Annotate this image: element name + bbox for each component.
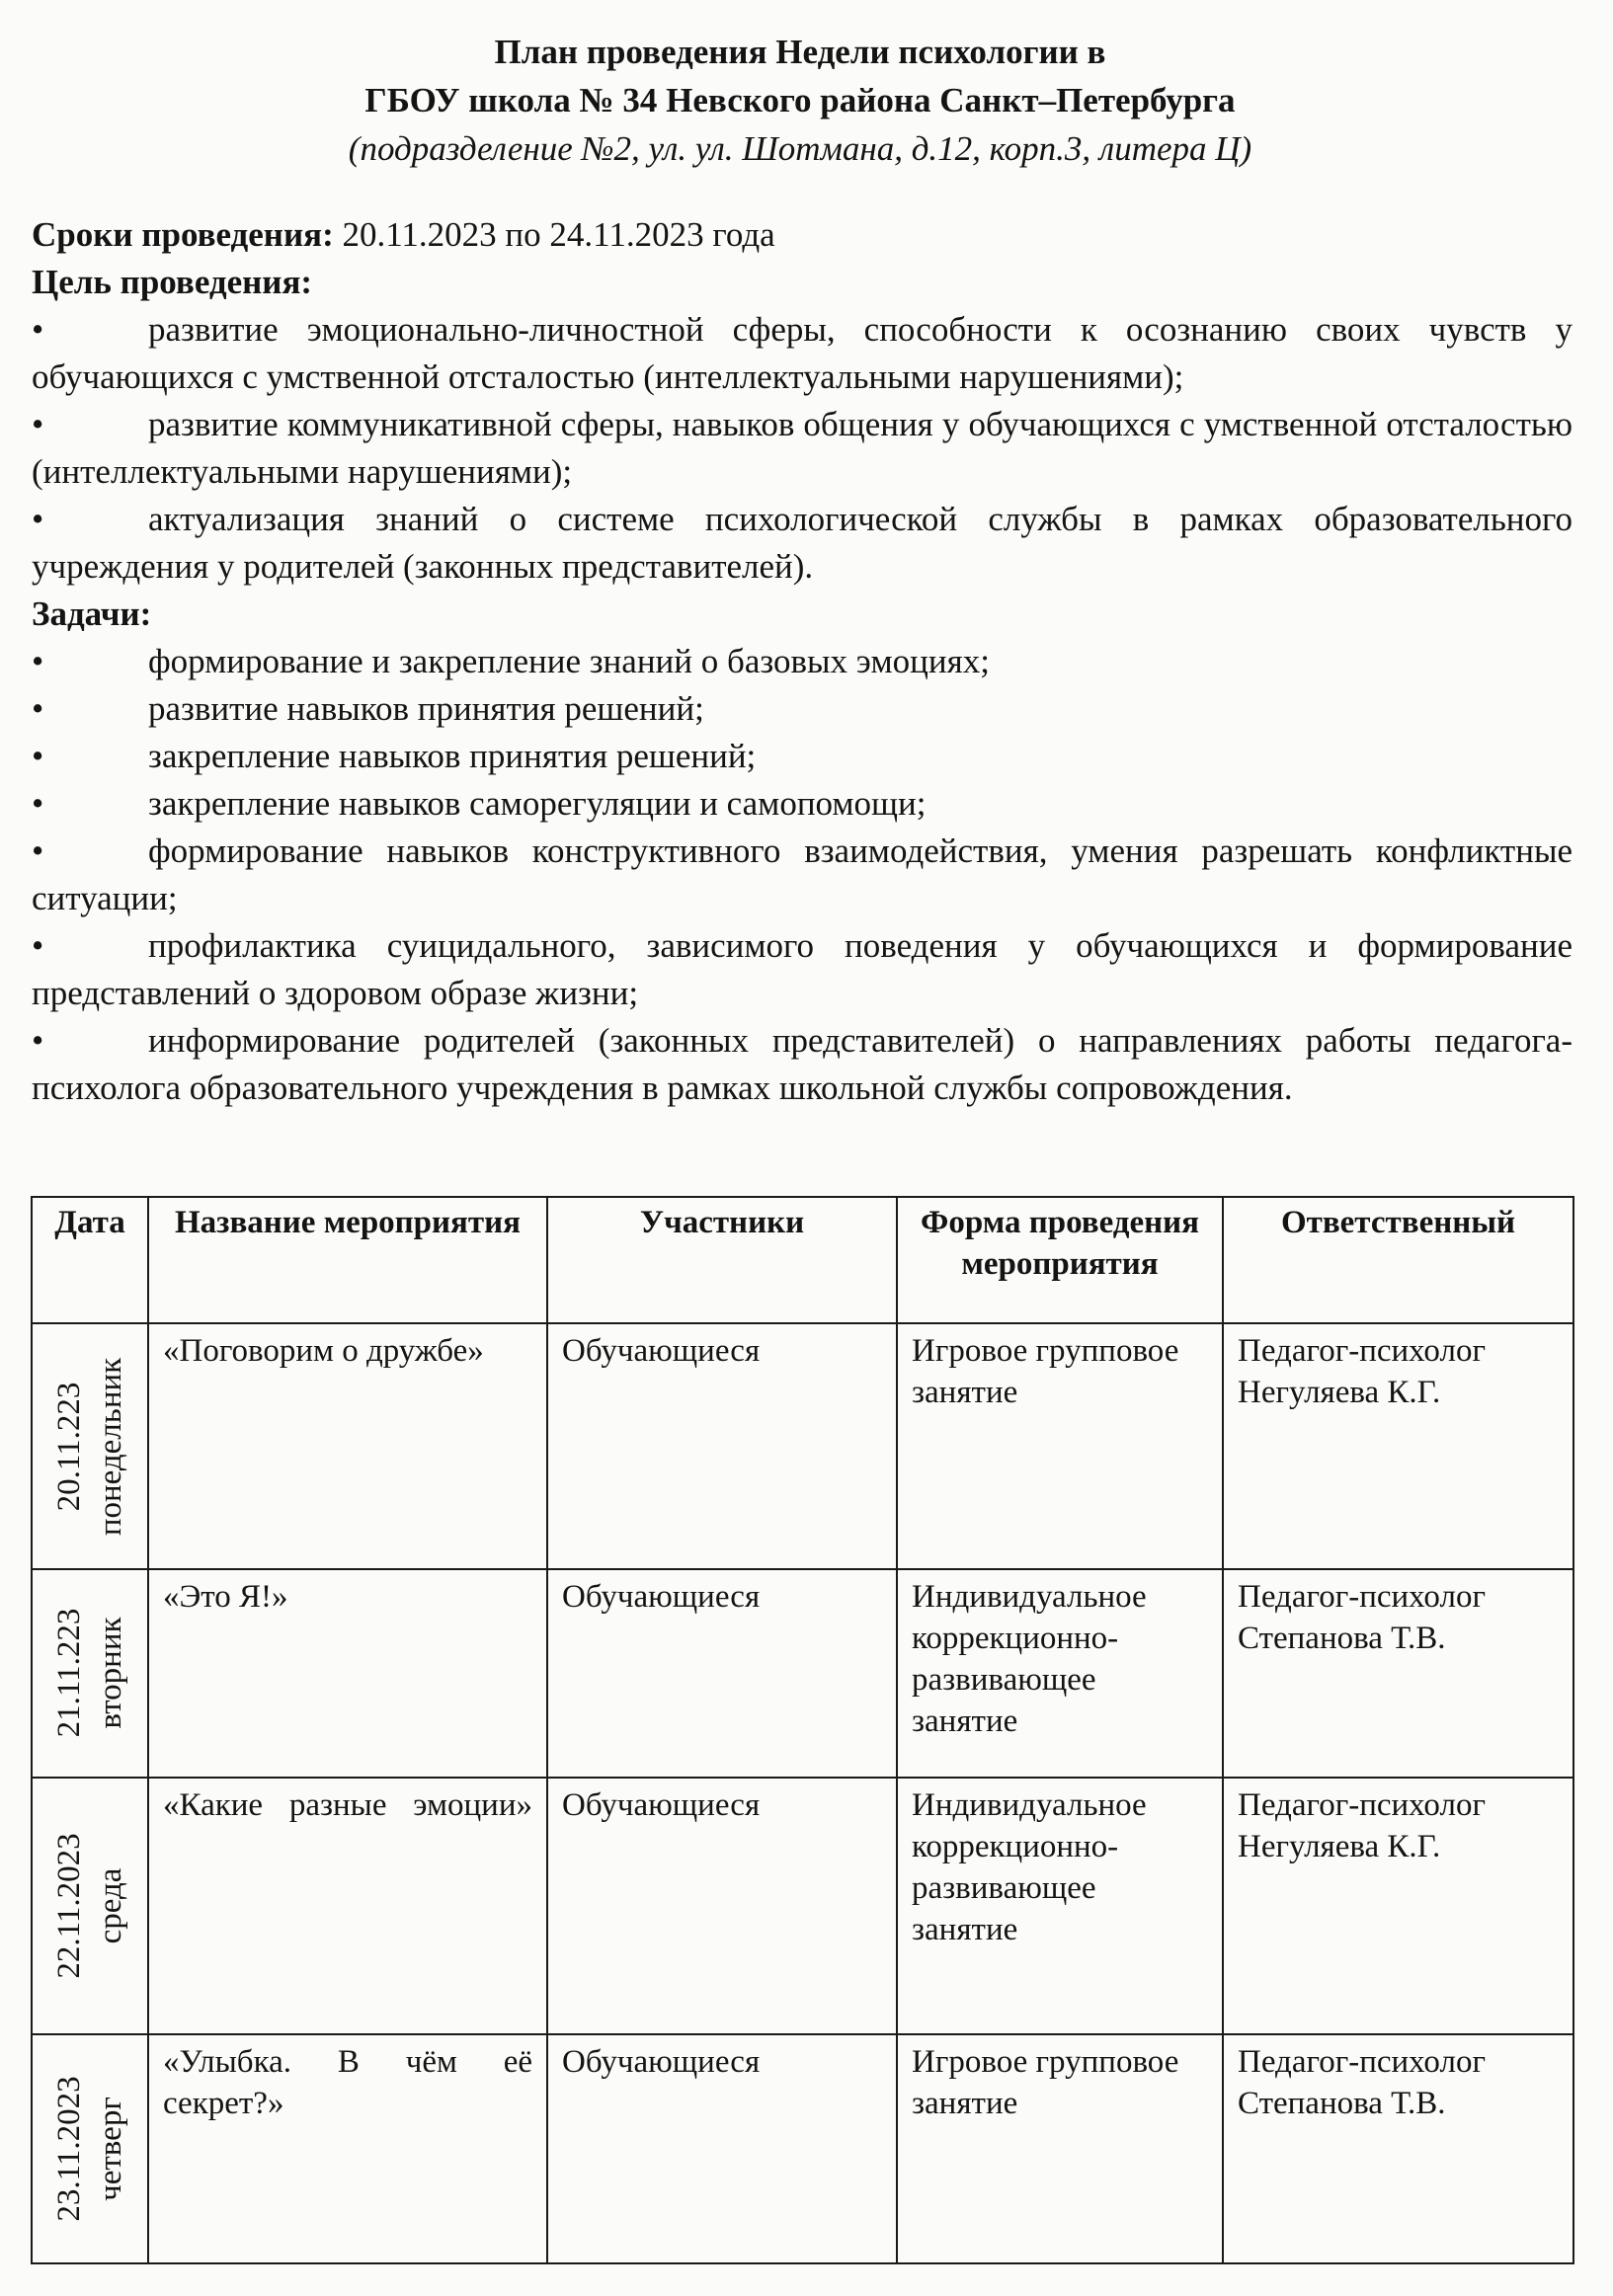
- task-item: [32, 780, 1573, 828]
- event-title: «Какие разные эмоции»: [148, 1778, 547, 2034]
- task-item-text: закрепление навыков принятия решений;: [148, 737, 757, 775]
- event-title: «Улыбка. В чём её секрет?»: [148, 2034, 547, 2263]
- date-label: [48, 2076, 131, 2221]
- bullet-icon: •: [32, 1021, 44, 1060]
- weekday: понедельник: [93, 1357, 128, 1536]
- task-item: [32, 1017, 1573, 1112]
- column-header-date: Дата: [32, 1197, 148, 1323]
- date-cell: [32, 2034, 148, 2263]
- date-value: 21.11.223: [51, 1609, 87, 1738]
- responsible: Педагог-психолог Степанова Т.В.: [1223, 1569, 1573, 1777]
- bullet-icon: •: [32, 500, 44, 538]
- bullet-icon: •: [32, 737, 44, 775]
- event-form: Индивидуальное коррекционно-развивающее занятие: [897, 1569, 1223, 1777]
- date-cell: [32, 1569, 148, 1777]
- date-value: 20.11.223: [51, 1382, 87, 1512]
- event-form: Игровое групповое занятие: [897, 1323, 1223, 1569]
- goal-item-text: развитие коммуникативной сферы, навыков общения у обучающихся с умственной отсталостью (интеллектуальными нарушениями);: [32, 405, 1573, 491]
- title-line-1: План проведения Недели психологии в: [494, 33, 1106, 71]
- date-label: [48, 1609, 131, 1738]
- schedule-table: [31, 1196, 1574, 2264]
- bullet-icon: •: [32, 831, 44, 870]
- weekday: вторник: [93, 1617, 128, 1729]
- participants: Обучающиеся: [547, 1778, 897, 2034]
- task-item: [32, 685, 1573, 733]
- task-item-text: информирование родителей (законных представителей) о направлениях работы педагога-психолога образовательного учреждения в рамках школьной службы сопровождения.: [32, 1021, 1573, 1107]
- date-cell: [32, 1323, 148, 1569]
- participants: Обучающиеся: [547, 1323, 897, 1569]
- date-cell: [32, 1778, 148, 2034]
- title-address: (подразделение №2, ул. ул. Шотмана, д.12, корп.3, литера Ц): [348, 129, 1252, 168]
- task-item-text: развитие навыков принятия решений;: [148, 689, 704, 728]
- column-header-participants: Участники: [547, 1197, 897, 1323]
- column-header-responsible: Ответственный: [1223, 1197, 1573, 1323]
- event-form: Игровое групповое занятие: [897, 2034, 1223, 2263]
- task-item: [32, 922, 1573, 1017]
- column-header-form: Форма проведения мероприятия: [897, 1197, 1223, 1323]
- goal-item-text: развитие эмоционально-личностной сферы, способности к осознанию своих чувств у обучающихся с умственной отсталостью (интеллектуальными нарушениями);: [32, 310, 1573, 396]
- task-item-text: формирование и закрепление знаний о базовых эмоциях;: [148, 642, 990, 680]
- goal-item: [32, 306, 1573, 401]
- bullet-icon: •: [32, 689, 44, 728]
- date-value: 22.11.2023: [51, 1832, 87, 1979]
- table-row: [32, 1778, 1573, 2034]
- task-item: [32, 828, 1573, 922]
- responsible: Педагог-психолог Степанова Т.В.: [1223, 2034, 1573, 2263]
- table-header-row: [32, 1197, 1573, 1323]
- dates-value: 20.11.2023 по 24.11.2023 года: [333, 215, 775, 254]
- date-label: [48, 1833, 131, 1978]
- title-line-2: ГБОУ школа № 34 Невского района Санкт–Петербурга: [364, 81, 1236, 119]
- document-body: [32, 211, 1573, 1112]
- goal-item-text: актуализация знаний о системе психологической службы в рамках образовательного учреждения у родителей (законных представителей).: [32, 500, 1573, 586]
- participants: Обучающиеся: [547, 1569, 897, 1777]
- weekday: среда: [93, 1867, 128, 1944]
- dates-paragraph: [32, 211, 1573, 259]
- document-header: [30, 28, 1571, 173]
- event-title: «Это Я!»: [148, 1569, 547, 1777]
- task-item: [32, 733, 1573, 780]
- event-title: «Поговорим о дружбе»: [148, 1323, 547, 1569]
- column-header-title: Название мероприятия: [148, 1197, 547, 1323]
- goal-heading: Цель проведения:: [32, 263, 313, 301]
- task-item-text: закрепление навыков саморегуляции и самопомощи;: [148, 784, 927, 823]
- table-row: [32, 1323, 1573, 1569]
- goal-item: [32, 401, 1573, 496]
- bullet-icon: •: [32, 642, 44, 680]
- task-item: [32, 638, 1573, 685]
- date-value: 23.11.2023: [51, 2076, 87, 2222]
- event-form: Индивидуальное коррекционно-развивающее занятие: [897, 1778, 1223, 2034]
- weekday: четверг: [93, 2097, 128, 2201]
- bullet-icon: •: [32, 405, 44, 443]
- responsible: Педагог-психолог Негуляева К.Г.: [1223, 1323, 1573, 1569]
- dates-label: Сроки проведения:: [32, 215, 334, 254]
- table-row: [32, 2034, 1573, 2263]
- task-item-text: профилактика суицидального, зависимого поведения у обучающихся и формирование представлений о здоровом образе жизни;: [32, 926, 1573, 1012]
- date-label: [48, 1358, 131, 1536]
- tasks-heading: Задачи:: [32, 594, 152, 633]
- participants: Обучающиеся: [547, 2034, 897, 2263]
- bullet-icon: •: [32, 926, 44, 965]
- responsible: Педагог-психолог Негуляева К.Г.: [1223, 1778, 1573, 2034]
- bullet-icon: •: [32, 784, 44, 823]
- goal-item: [32, 496, 1573, 591]
- task-item-text: формирование навыков конструктивного взаимодействия, умения разрешать конфликтные ситуации;: [32, 831, 1573, 917]
- bullet-icon: •: [32, 310, 44, 349]
- table-row: [32, 1569, 1573, 1777]
